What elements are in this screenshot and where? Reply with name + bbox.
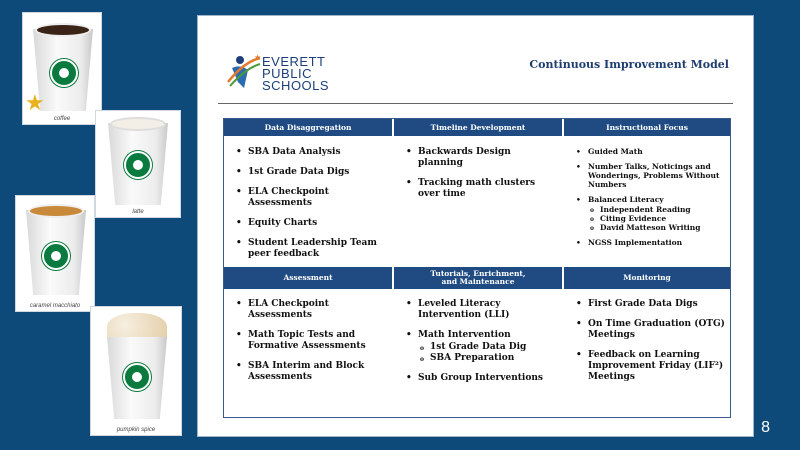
list-item: • Sub Group Interventions <box>404 373 554 384</box>
sub-list-item: o David Matteson Writing <box>588 223 726 232</box>
continuous-improvement-document <box>197 15 754 437</box>
model-grid <box>223 118 731 418</box>
list-item: • Tracking math clusters over time <box>404 178 554 200</box>
list-item-label: Balanced Literacy <box>588 195 664 204</box>
logo-line-2: PUBLIC <box>262 66 312 81</box>
logo-line-3: SCHOOLS <box>262 78 330 93</box>
coffee-cup-image <box>22 12 102 125</box>
latte-cup-image <box>95 110 181 218</box>
divider <box>218 103 733 104</box>
cup-caption: pumpkin spice <box>116 427 156 433</box>
tutorials-list <box>404 299 554 393</box>
document-title: Continuous Improvement Model <box>529 58 729 71</box>
cup-caption: caramel macchiato <box>29 303 81 309</box>
svg-text:★: ★ <box>254 53 262 62</box>
list-item: • 1st Grade Data Digs <box>234 167 384 178</box>
list-item: • ELA Checkpoint Assessments <box>234 187 384 209</box>
list-item: • SBA Data Analysis <box>234 147 384 158</box>
everett-public-schools-logo <box>226 52 330 96</box>
list-item: • SBA Interim and Block Assessments <box>234 361 384 383</box>
list-item: • First Grade Data Digs <box>574 299 726 310</box>
assessment-list <box>234 299 384 392</box>
list-item: • Guided Math <box>574 147 726 156</box>
header-monitoring: Monitoring <box>564 267 730 289</box>
cup-caption: latte <box>132 209 144 215</box>
header-timeline-development: Timeline Development <box>394 119 562 136</box>
list-item: • Number Talks, Noticings and Wonderings, Problems Without Numbers <box>574 162 726 189</box>
list-item-label: Math Intervention <box>418 330 511 340</box>
list-item: • Equity Charts <box>234 218 384 229</box>
timeline-development-list <box>404 147 554 209</box>
caramel-macchiato-cup-image <box>15 195 95 312</box>
monitoring-list <box>574 299 726 392</box>
sub-list-item: o Citing Evidence <box>588 214 726 223</box>
header-instructional-focus: Instructional Focus <box>564 119 730 136</box>
list-item: • Leveled Literacy Intervention (LLI) <box>404 299 554 321</box>
sub-list-item: o SBA Preparation <box>418 353 554 364</box>
header-data-disaggregation: Data Disaggregation <box>224 119 392 136</box>
list-item <box>574 195 726 232</box>
list-item <box>404 330 554 364</box>
list-item: • ELA Checkpoint Assessments <box>234 299 384 321</box>
header-tutorials-enrichment: Tutorials, Enrichment, and Maintenance <box>394 267 562 289</box>
sub-list-item: o 1st Grade Data Dig <box>418 342 554 353</box>
pumpkin-spice-cup-image <box>90 306 182 436</box>
list-item: • Feedback on Learning Improvement Friday (LIF²) Meetings <box>574 350 726 383</box>
list-item: • Student Leadership Team peer feedback <box>234 238 384 260</box>
logo-figure-icon <box>226 52 262 92</box>
data-disaggregation-list <box>234 147 384 269</box>
list-item: • Backwards Design planning <box>404 147 554 169</box>
list-item: • NGSS Implementation <box>574 238 726 247</box>
list-item: • On Time Graduation (OTG) Meetings <box>574 319 726 341</box>
instructional-focus-list <box>574 147 726 253</box>
star-icon: ★ <box>25 91 45 116</box>
logo-line-1: EVERETT <box>262 54 326 69</box>
page-number: 8 <box>761 419 770 436</box>
sub-list-item: o Independent Reading <box>588 205 726 214</box>
list-item: • Math Topic Tests and Formative Assessments <box>234 330 384 352</box>
header-assessment: Assessment <box>224 267 392 289</box>
cup-caption: coffee <box>53 116 71 122</box>
